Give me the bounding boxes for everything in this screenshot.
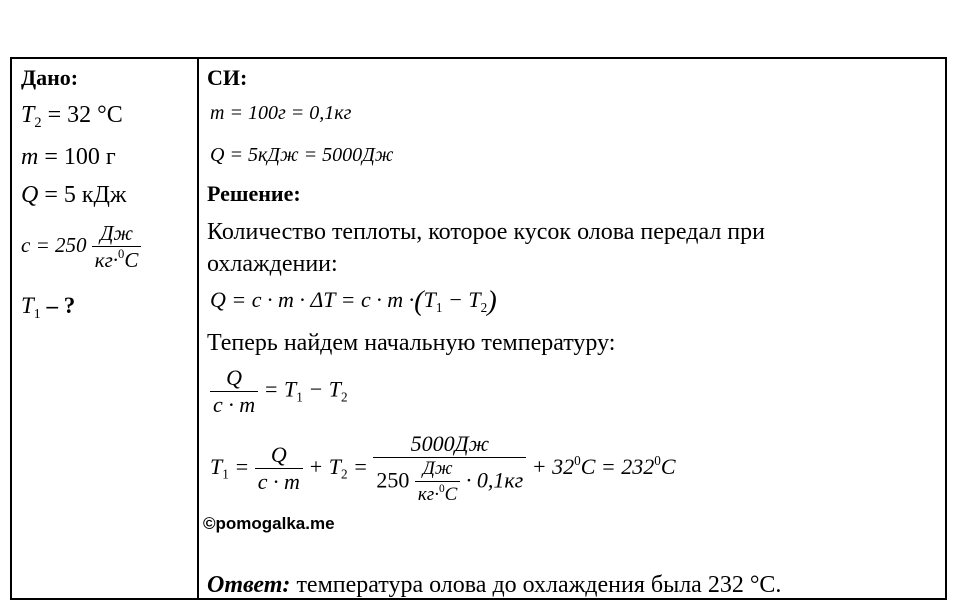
f3-eq2: = <box>347 454 374 480</box>
c-unit-den-b: С <box>124 247 139 272</box>
f2-sub1: 1 <box>296 389 303 405</box>
f1-t1: T <box>423 287 436 313</box>
given-t1 <box>21 294 75 321</box>
si-q-line: Q = 5кДж = 5000Дж <box>210 144 394 166</box>
f3-inner-num: Дж <box>415 459 460 482</box>
f3-c2: C <box>660 454 676 480</box>
f3-big-den <box>373 458 526 506</box>
q-var: Q <box>21 182 39 208</box>
formula-heat <box>210 288 497 317</box>
f2-fraction <box>210 366 258 417</box>
f1-t2: T <box>468 287 481 313</box>
solution-text2: Теперь найдем начальную температуру: <box>207 330 616 356</box>
f1-sub1: 1 <box>435 299 443 315</box>
given-t2 <box>21 103 123 130</box>
f3-big-fraction <box>373 432 526 506</box>
solution-text-line1: Количество теплоты, которое кусок олова передал при <box>207 219 765 245</box>
f3-num1: Q <box>255 443 303 469</box>
f3-den1: c · m <box>257 469 300 495</box>
f3-inner-den-a: кг· <box>417 484 439 506</box>
f3-den-250: 250 <box>376 467 410 493</box>
f3-inner-den-sup: 0 <box>438 483 445 496</box>
f3-inner-den <box>415 482 460 506</box>
given-m <box>21 145 116 169</box>
f3-eq1: = <box>228 454 255 480</box>
solution-table <box>10 57 947 600</box>
c-unit-num: Дж <box>92 222 142 247</box>
c-unit-den <box>92 247 142 272</box>
f2-sub2: 2 <box>340 389 348 405</box>
t1-sub: 1 <box>33 305 41 321</box>
f2-eq: = T <box>263 376 297 402</box>
f1-rparen: ) <box>487 286 497 317</box>
f3-den-mass: · 0,1кг <box>465 467 524 493</box>
f3-t1: T <box>210 454 223 480</box>
f2-num: Q <box>210 366 258 392</box>
given-title: Дано: <box>21 65 79 90</box>
f3-c1: C = 232 <box>580 454 655 480</box>
c-unit-den-a: кг· <box>94 247 119 272</box>
solution-text-line2: охлаждении: <box>207 251 338 277</box>
f3-bignum: 5000Дж <box>373 432 526 458</box>
watermark: ©pomogalka.me <box>203 514 335 533</box>
answer-text: температура олова до охлаждения была 232 °С. <box>290 572 782 598</box>
c-unit-den-sup: 0 <box>118 247 125 262</box>
answer-line <box>207 573 781 597</box>
t2-sub: 2 <box>34 115 42 132</box>
f3-sup2: 0 <box>654 452 661 468</box>
given-c <box>21 222 141 272</box>
f2-den: c · m <box>213 392 256 418</box>
t2-var: T <box>21 102 35 128</box>
f1-sub2: 2 <box>480 299 488 315</box>
c-lhs: c = 250 <box>21 232 87 257</box>
m-var: m <box>21 144 39 170</box>
f3-fraction1 <box>255 443 303 494</box>
f3-sup1: 0 <box>574 452 581 468</box>
column-divider <box>197 59 199 598</box>
f3-inner-den-b: С <box>444 484 458 506</box>
solution-title: Решение: <box>207 181 301 206</box>
f3-sub1: 1 <box>222 466 229 482</box>
f3-plus2: + 32 <box>531 454 575 480</box>
f3-inner-fraction <box>415 459 460 506</box>
f3-sub2: 2 <box>340 466 348 482</box>
answer-label: Ответ: <box>207 572 291 598</box>
c-unit-fraction <box>92 222 142 272</box>
m-value: = 100 г <box>44 144 116 170</box>
formula-difference <box>210 366 348 417</box>
q-value: = 5 кДж <box>44 182 127 208</box>
t2-value: = 32 °С <box>47 102 123 128</box>
f1-main: Q = c · m · ΔT = c · m · <box>210 287 415 313</box>
t1-value: – ? <box>46 293 76 318</box>
f3-plus: + T <box>308 454 341 480</box>
f2-minus: − T <box>302 376 341 402</box>
formula-result <box>210 432 676 506</box>
si-m-line: m = 100г = 0,1кг <box>210 102 352 124</box>
f1-minus: − <box>442 287 469 313</box>
given-q <box>21 183 127 207</box>
f1-lparen: ( <box>414 286 424 317</box>
si-title: СИ: <box>207 65 248 90</box>
t1-var: T <box>21 293 34 318</box>
